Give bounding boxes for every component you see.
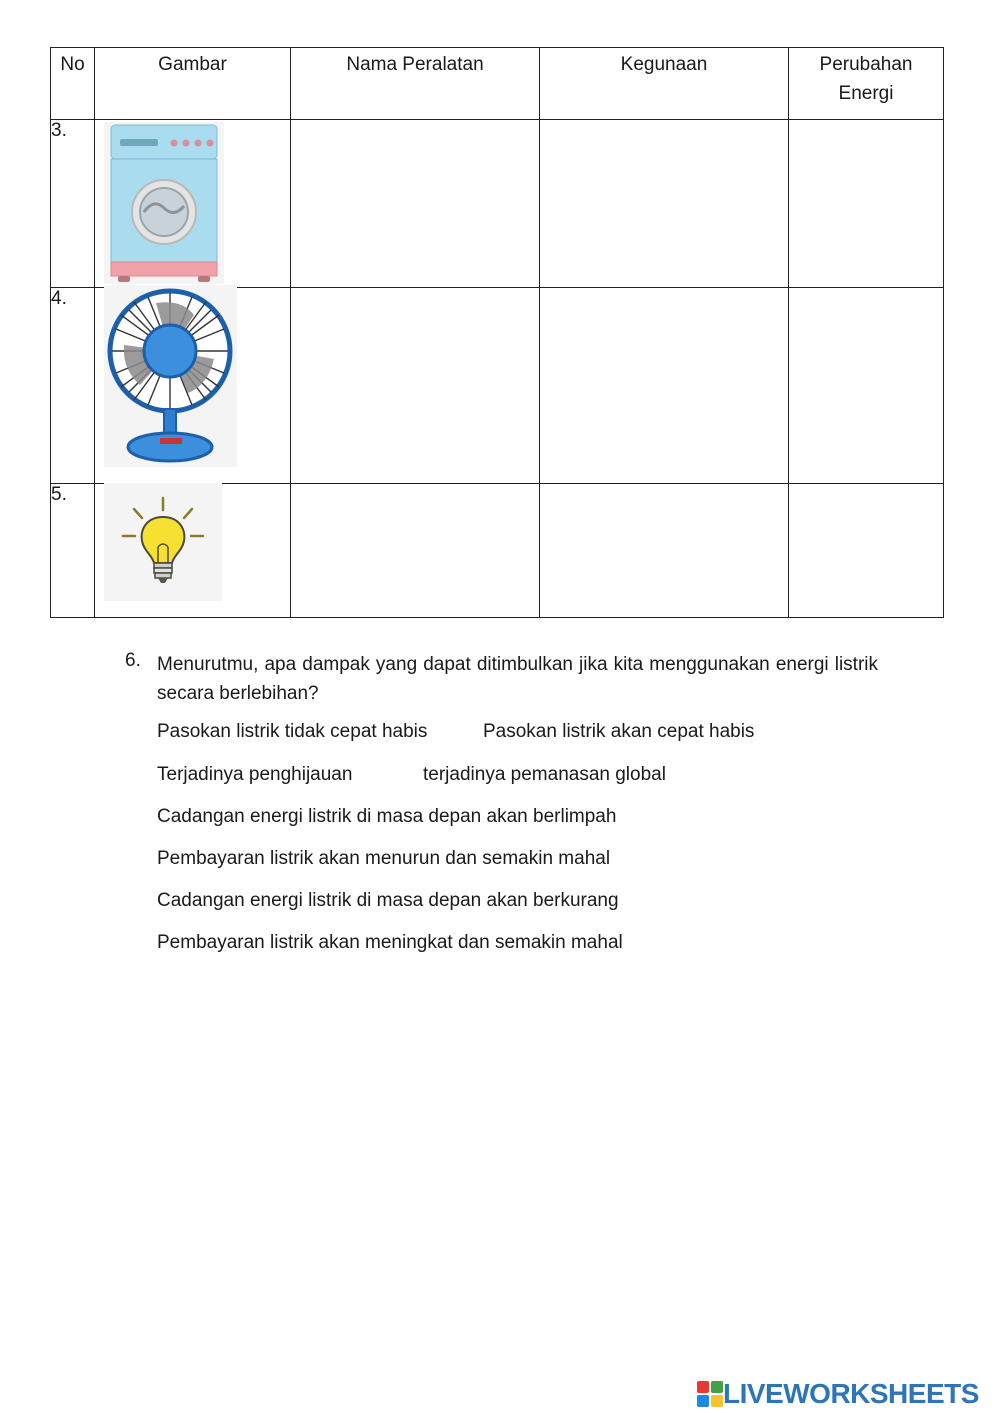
row-number: 5. (51, 484, 95, 618)
use-answer-cell[interactable] (540, 120, 789, 288)
option-item[interactable]: Pembayaran listrik akan meningkat dan semakin mahal (157, 932, 623, 953)
use-answer-cell[interactable] (540, 484, 789, 618)
appliance-table (50, 47, 944, 618)
header-image: Gambar (95, 48, 291, 120)
image-cell (95, 288, 291, 484)
image-cell (95, 120, 291, 288)
table-row (51, 120, 944, 288)
energy-answer-cell[interactable] (789, 288, 944, 484)
header-energy (789, 48, 944, 120)
header-energy-line1: Perubahan (819, 54, 913, 75)
washing-machine-icon (104, 122, 224, 284)
name-answer-cell[interactable] (291, 484, 540, 618)
image-cell (95, 484, 291, 618)
option-item[interactable]: Pasokan listrik akan cepat habis (483, 721, 755, 742)
question-number: 6. (125, 650, 141, 671)
table-row (51, 288, 944, 484)
energy-answer-cell[interactable] (789, 484, 944, 618)
electric-fan-icon (104, 285, 237, 467)
light-bulb-icon (104, 483, 222, 601)
name-answer-cell[interactable] (291, 288, 540, 484)
row-number: 4. (51, 288, 95, 484)
option-item[interactable]: Pembayaran listrik akan menurun dan semakin mahal (157, 848, 611, 869)
liveworksheets-logo-icon (697, 1381, 723, 1407)
option-item[interactable]: Cadangan energi listrik di masa depan akan berkurang (157, 890, 619, 911)
liveworksheets-logo (697, 1378, 979, 1410)
header-energy-line2: Energi (838, 83, 894, 104)
table-header-row (51, 48, 944, 120)
table-row (51, 484, 944, 618)
header-use: Kegunaan (540, 48, 789, 120)
name-answer-cell[interactable] (291, 120, 540, 288)
header-name: Nama Peralatan (291, 48, 540, 120)
header-no: No (51, 48, 95, 120)
option-item[interactable]: Cadangan energi listrik di masa depan akan berlimpah (157, 806, 617, 827)
question-text: Menurutmu, apa dampak yang dapat ditimbulkan jika kita menggunakan energi listrik secara berlebihan? (157, 654, 878, 704)
option-item[interactable]: Pasokan listrik tidak cepat habis (157, 721, 428, 742)
use-answer-cell[interactable] (540, 288, 789, 484)
brand-name: LIVEWORKSHEETS (723, 1378, 979, 1409)
energy-answer-cell[interactable] (789, 120, 944, 288)
option-item[interactable]: Terjadinya penghijauan (157, 764, 353, 785)
row-number: 3. (51, 120, 95, 288)
option-item[interactable]: terjadinya pemanasan global (423, 764, 666, 785)
